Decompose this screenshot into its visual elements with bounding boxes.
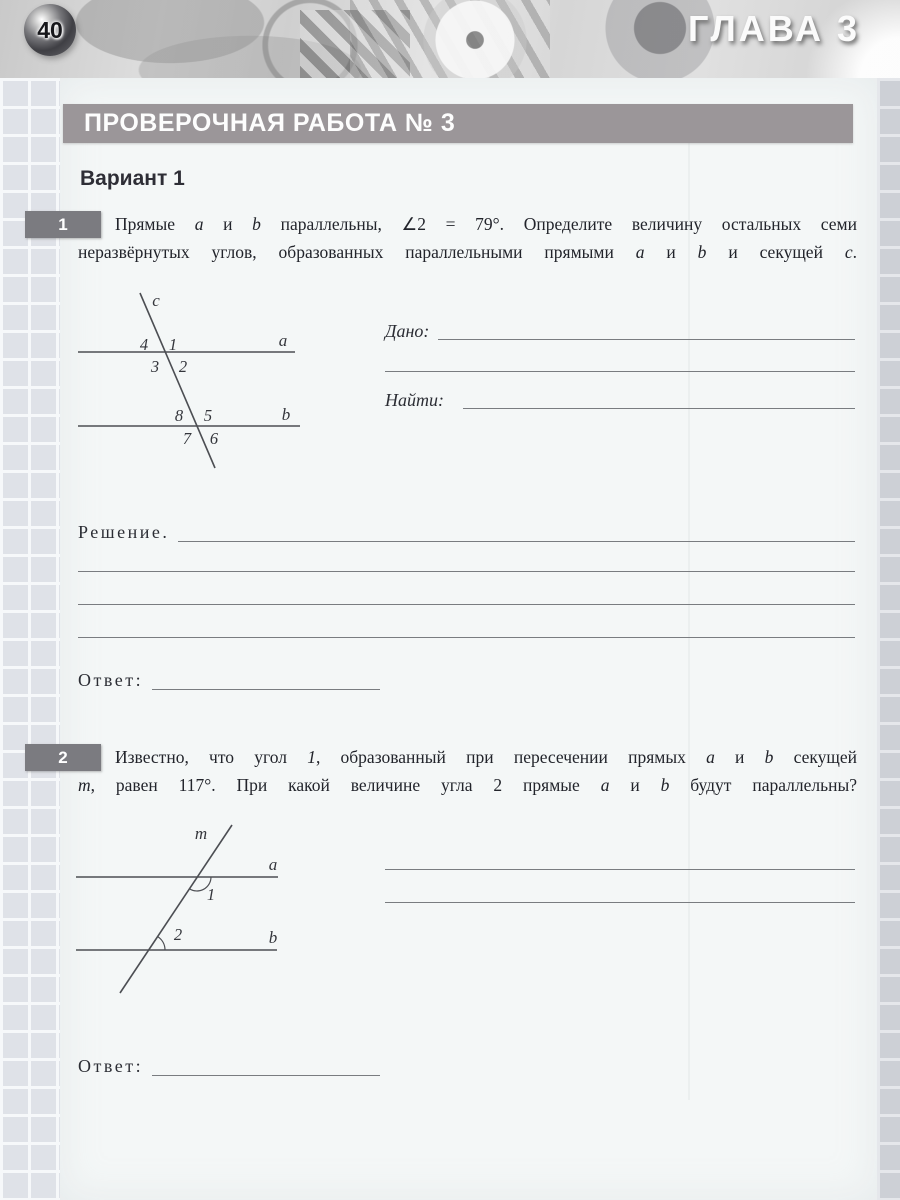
- transversal-c: [140, 293, 215, 468]
- line-b-label: b: [281, 405, 291, 424]
- given-writing-line-2: [385, 353, 855, 372]
- line-b-label: b: [268, 928, 278, 947]
- problem1-text-line2: неразвёрнутых углов, образованных параллельными прямыми a и b и секущей c.: [78, 242, 857, 262]
- chapter-label: ГЛАВА 3: [688, 8, 860, 49]
- problem2-diagram: [70, 813, 320, 1013]
- solution-writing-line-3: [78, 586, 855, 605]
- transversal-m: [120, 825, 232, 993]
- given-label: Дано:: [385, 321, 430, 341]
- angle-label-3: 3: [150, 357, 160, 376]
- problem2-number: 2: [58, 747, 68, 767]
- solution-writing-line-4: [78, 619, 855, 638]
- problem2-writing-line-1: [385, 851, 855, 870]
- angle-label-7: 7: [182, 429, 192, 448]
- problem1-diagram: [70, 288, 320, 478]
- problem1-number: 1: [58, 214, 68, 234]
- chapter-header-collage: [0, 0, 900, 78]
- worksheet-title: ПРОВЕРОЧНАЯ РАБОТА № 3: [84, 109, 456, 137]
- transversal-label: m: [194, 824, 208, 843]
- problem2-text-line1: Известно, что угол 1, образованный при пересечении прямых a и b секущей: [115, 747, 857, 767]
- angle-label-4: 4: [139, 335, 149, 354]
- transversal-label: c: [152, 291, 160, 310]
- angle-label-1: 1: [168, 335, 178, 354]
- answer2-writing-line: [152, 1057, 380, 1076]
- find-writing-line: [463, 390, 855, 409]
- given-writing-line: [438, 321, 855, 340]
- solution-writing-line-2: [78, 553, 855, 572]
- line-a-label: a: [278, 331, 288, 350]
- line-a-label: a: [268, 855, 278, 874]
- solution-label: Решение.: [78, 522, 170, 542]
- angle-label-2: 2: [178, 357, 188, 376]
- problem2-writing-line-2: [385, 884, 855, 903]
- angle2-arc: [158, 937, 165, 950]
- problem1-text-line1: Прямые a и b параллельны, ∠2 = 79°. Определите величину остальных семи: [115, 214, 857, 234]
- right-margin-grid: [877, 78, 900, 1200]
- worksheet-title-banner: [63, 104, 853, 143]
- problem2-text-line2: m, равен 117°. При какой величине угла 2 прямые a и b будут параллельны?: [78, 775, 857, 795]
- page-number-ball: [24, 4, 76, 56]
- left-margin-grid: [0, 78, 60, 1200]
- answer2-label: Ответ:: [78, 1056, 144, 1076]
- solution-writing-line-1: [178, 523, 855, 542]
- angle-label-6: 6: [209, 429, 219, 448]
- angle-label-1: 1: [206, 885, 216, 904]
- answer1-label: Ответ:: [78, 670, 144, 690]
- variant-label: Вариант 1: [80, 167, 185, 190]
- angle-label-2: 2: [173, 925, 183, 944]
- page-number: 40: [37, 16, 63, 43]
- angle-label-5: 5: [203, 406, 213, 425]
- answer1-writing-line: [152, 671, 380, 690]
- angle-label-8: 8: [174, 406, 184, 425]
- find-label: Найти:: [385, 390, 444, 410]
